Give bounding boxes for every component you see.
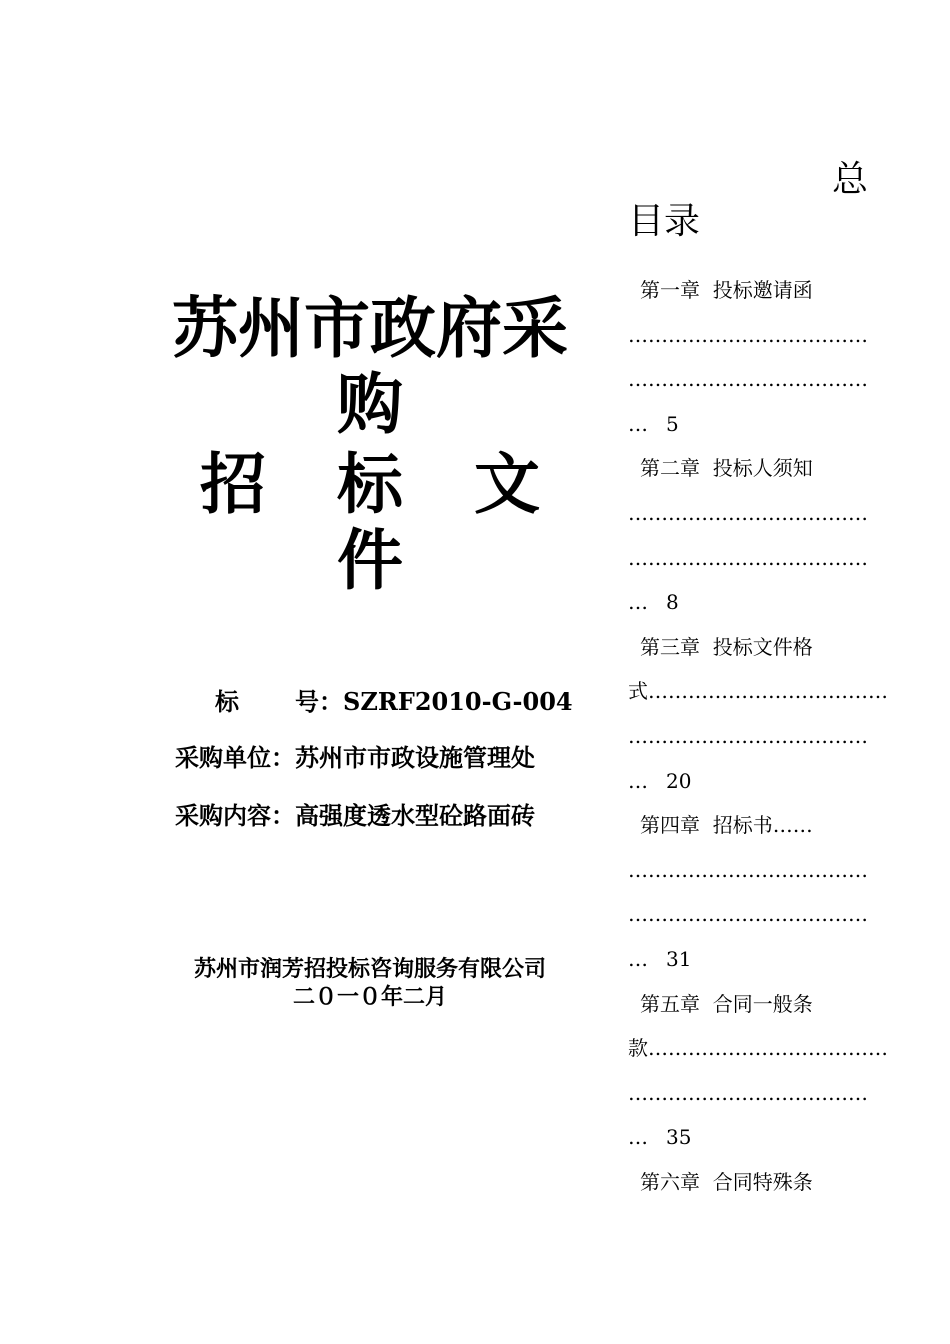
toc-title: 投标人须知 — [712, 456, 813, 481]
toc-chapter: 第四章 — [640, 813, 700, 838]
toc-entry-6[interactable] — [628, 1160, 832, 1205]
toc-leader-dots: ……………………………… — [628, 1080, 868, 1105]
tender-number-value: SZRF2010-G-004 — [343, 687, 573, 716]
purchasing-unit — [175, 738, 535, 773]
toc-heading: 目录 — [628, 201, 701, 242]
document-title-line-3 — [160, 446, 580, 524]
tender-number-label-b: 号： — [295, 687, 343, 716]
toc-page-number: 8 — [666, 590, 679, 615]
toc-leader-dots: ……………………………… — [628, 322, 868, 347]
document-title-line-4: 件 — [337, 522, 403, 599]
toc-chapter: 第二章 — [640, 456, 700, 481]
toc-title-continued: 款 — [628, 1036, 648, 1061]
toc-leader-dots: ……………………………… — [628, 545, 868, 570]
toc-leader-dots: ……………………………… — [628, 723, 868, 748]
toc-total-label: 总 — [832, 159, 869, 200]
toc-leader-dots: ……………………………… — [628, 857, 868, 882]
document-title-line-2: 购 — [337, 366, 403, 443]
toc-page-number: 5 — [666, 411, 679, 436]
toc-title: 招标书 — [712, 813, 773, 838]
issue-date: 二０一０年二月 — [292, 984, 447, 1010]
toc-leader-dots: ……………………………… — [628, 902, 868, 927]
purchasing-unit-value: 苏州市市政设施管理处 — [295, 743, 535, 772]
toc-title: 合同特殊条 — [712, 1169, 813, 1194]
title-char-wen: 文 — [474, 446, 540, 523]
toc-entry-4[interactable]: 第四章 招标书…… ……………………………… ……………………………… … 31 — [628, 813, 868, 971]
toc-chapter: 第三章 — [640, 634, 700, 659]
toc-entry-1[interactable]: 第一章 投标邀请函 ……………………………… ……………………………… … 5 — [628, 278, 868, 436]
toc-leader-dots: ……………………………… — [628, 367, 868, 392]
agency-company: 苏州市润芳招投标咨询服务有限公司 — [193, 956, 546, 982]
toc-chapter: 第六章 — [640, 1169, 700, 1194]
purchasing-content-label: 采购内容： — [175, 801, 295, 830]
title-char-zhao: 招 — [200, 446, 266, 523]
toc-entry-3[interactable]: 第三章 投标文件格 式……………………………… ……………………………… … 20 — [628, 634, 888, 793]
toc-chapter: 第五章 — [640, 991, 700, 1016]
toc-title: 投标文件格 — [712, 634, 813, 659]
document-title-line-1: 苏州市政府采 — [172, 290, 568, 367]
toc-entry-5[interactable]: 第五章 合同一般条 款……………………………… ……………………………… … 35 — [628, 991, 888, 1150]
toc-title: 投标邀请函 — [712, 278, 813, 302]
toc-chapter: 第一章 — [640, 278, 700, 302]
toc-page-number: 35 — [666, 1125, 692, 1150]
table-of-contents — [628, 268, 888, 1204]
tender-number-label-a: 标 — [215, 687, 239, 716]
toc-page-number: 31 — [666, 946, 692, 971]
toc-title: 合同一般条 — [712, 991, 813, 1016]
toc-page-number: 20 — [666, 768, 692, 793]
tender-number — [215, 682, 573, 717]
title-char-biao: 标 — [337, 446, 403, 523]
toc-title-continued: 式 — [628, 679, 648, 704]
purchasing-unit-label: 采购单位： — [175, 743, 295, 772]
toc-entry-2[interactable]: 第二章 投标人须知 ……………………………… ……………………………… … 8 — [628, 456, 868, 615]
purchasing-content — [175, 796, 535, 831]
purchasing-content-value: 高强度透水型砼路面砖 — [295, 801, 535, 830]
toc-leader-dots: ……………………………… — [628, 500, 868, 525]
